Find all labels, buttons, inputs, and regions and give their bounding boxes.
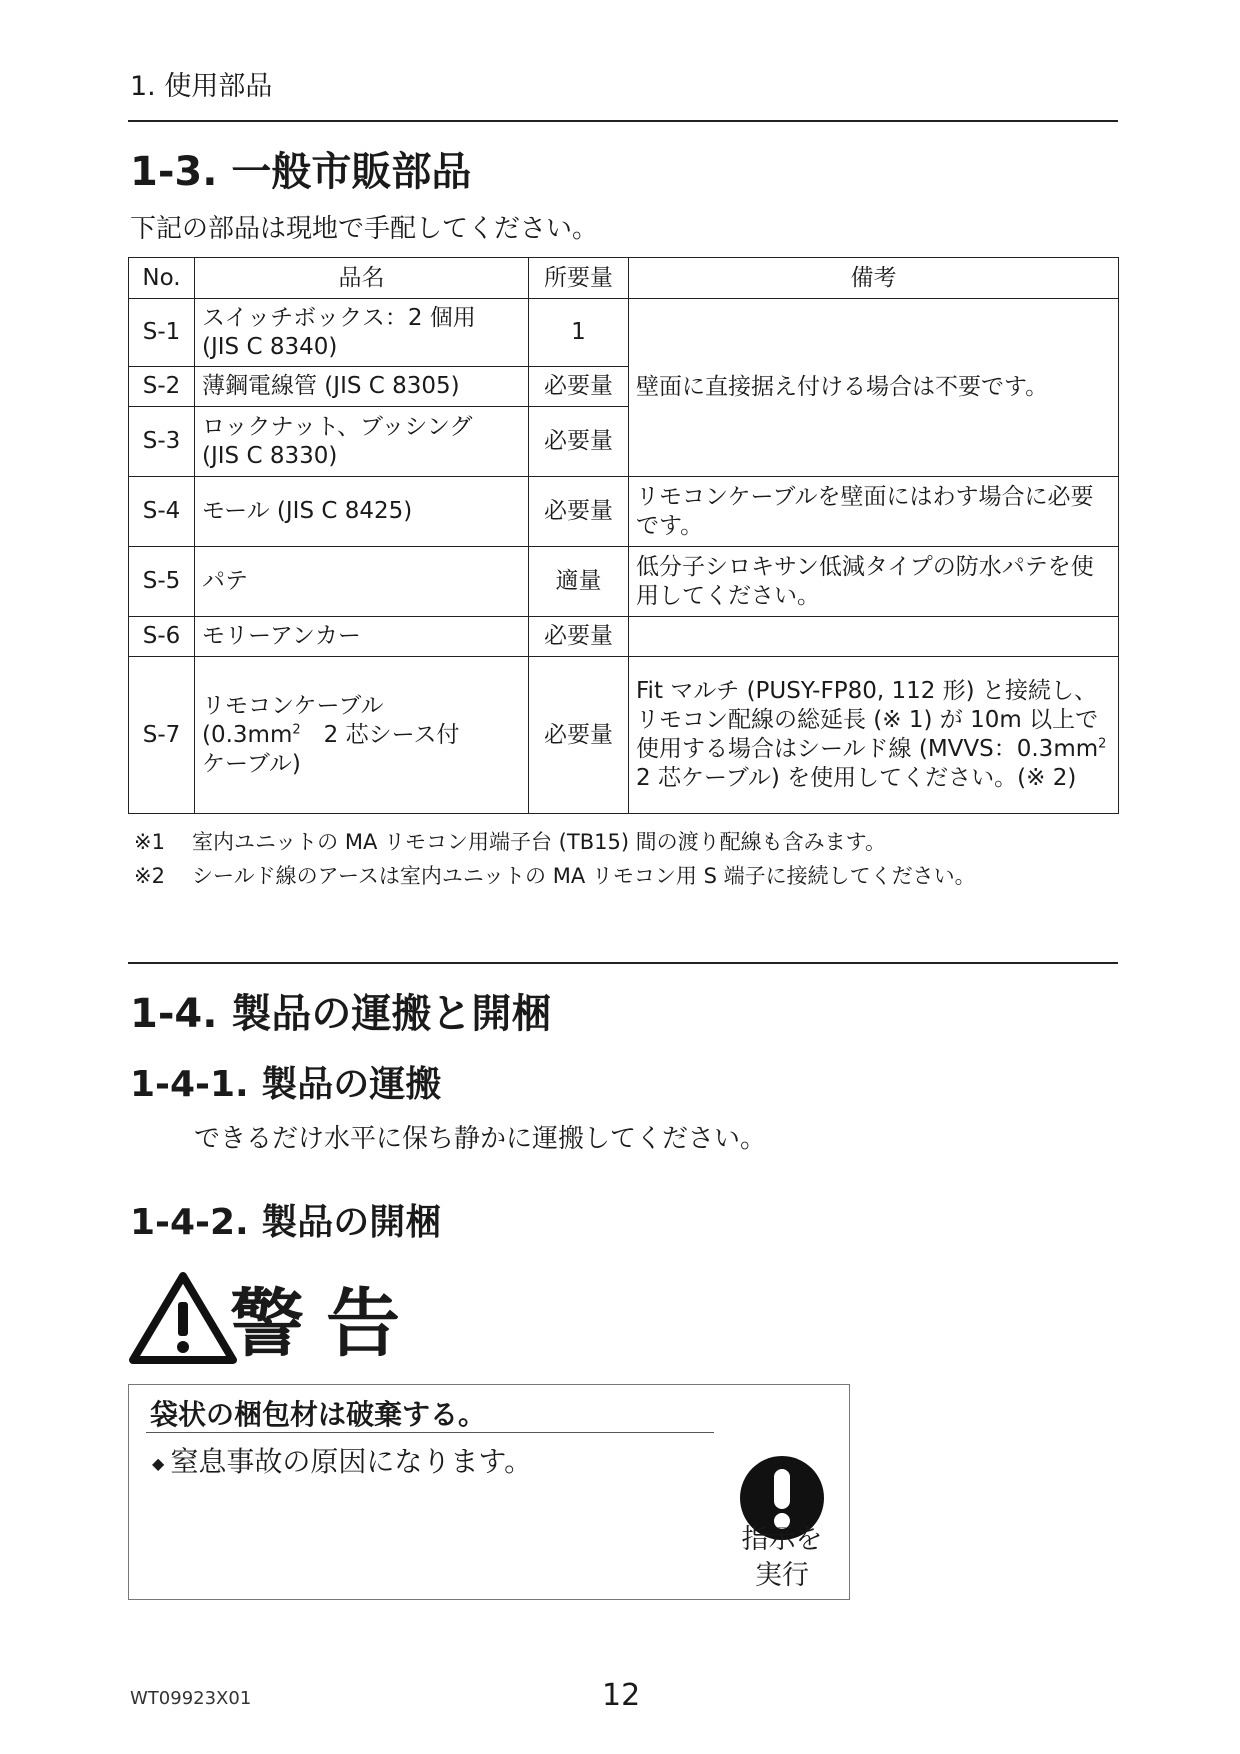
row-name-line: ケーブル) — [202, 750, 301, 777]
row-no: S-6 — [129, 617, 195, 657]
row-name — [195, 299, 529, 367]
bullet-icon: ◆ — [152, 1453, 165, 1473]
row-no: S-4 — [129, 477, 195, 547]
warning-triangle-icon — [128, 1270, 238, 1366]
row-name-part: (0.3mm — [202, 721, 293, 748]
footnote-2 — [134, 860, 976, 890]
row-name-line — [202, 721, 521, 750]
superscript: 2 — [292, 721, 301, 737]
row-name-line: ロックナット、ブッシング — [202, 413, 473, 440]
col-header-note: 備考 — [629, 258, 1119, 299]
document-code: WT09923X01 — [130, 1688, 252, 1709]
warning-heading: 袋状の梱包材は破棄する。 — [150, 1398, 487, 1431]
row-qty: 必要量 — [529, 617, 629, 657]
section-title-1-3: 1-3. 一般市販部品 — [130, 149, 472, 195]
warning-label: 警告 — [230, 1281, 422, 1367]
row-note-part: Fit マルチ (PUSY-FP80, 112 形) と接続し、リモコン配線の総延長 (※ 1) が 10m 以上で使用する場合はシールド線 (MVVS：0.3mm — [636, 678, 1099, 762]
row-qty: 必要量 — [529, 407, 629, 477]
warning-item — [152, 1440, 532, 1480]
header-divider — [128, 120, 1118, 122]
row-qty: 必要量 — [529, 657, 629, 814]
page-number: 12 — [602, 1678, 641, 1713]
footnote-mark: ※1 — [134, 830, 165, 854]
row-name-line: (JIS C 8340) — [202, 333, 338, 360]
row-no: S-5 — [129, 547, 195, 617]
row-no: S-7 — [129, 657, 195, 814]
col-header-no: No. — [129, 258, 195, 299]
row-name — [195, 657, 529, 814]
row-qty: 適量 — [529, 547, 629, 617]
section-breadcrumb: 1. 使用部品 — [130, 71, 273, 102]
table-row — [129, 477, 1119, 547]
row-name: パテ — [195, 547, 529, 617]
action-label-line: 実行 — [755, 1560, 809, 1591]
row-qty: 必要量 — [529, 477, 629, 547]
parts-table — [128, 257, 1130, 814]
row-no: S-2 — [129, 367, 195, 407]
row-name — [195, 407, 529, 477]
section-title-1-4: 1-4. 製品の運搬と開梱 — [130, 991, 552, 1037]
row-note: リモコンケーブルを壁面にはわす場合に必要です。 — [629, 477, 1119, 547]
footnote-text: 室内ユニットの MA リモコン用端子台 (TB15) 間の渡り配線も含みます。 — [192, 830, 887, 854]
warning-item-text: 窒息事故の原因になります。 — [170, 1445, 533, 1478]
row-name-line: スイッチボックス：2 個用 — [202, 304, 476, 331]
row-no: S-1 — [129, 299, 195, 367]
superscript: 2 — [1098, 736, 1107, 752]
row-no: S-3 — [129, 407, 195, 477]
row-note: 低分子シロキサン低減タイプの防水パテを使用してください。 — [629, 547, 1119, 617]
row-name-line: リモコンケーブル — [202, 692, 384, 719]
row-name: モール (JIS C 8425) — [195, 477, 529, 547]
table-row — [129, 657, 1119, 814]
table-row — [129, 617, 1119, 657]
table-row — [129, 299, 1119, 367]
row-name-part: 2 芯シース付 — [300, 721, 460, 748]
row-name: モリーアンカー — [195, 617, 529, 657]
action-label-line: 指示を — [741, 1524, 823, 1555]
subsection-title-1-4-1: 1-4-1. 製品の運搬 — [130, 1064, 442, 1105]
row-note — [629, 617, 1119, 657]
table-row — [129, 547, 1119, 617]
table-header-row — [129, 258, 1119, 299]
row-note-merged: 壁面に直接据え付ける場合は不要です。 — [629, 299, 1119, 477]
row-note-part: 2 芯ケーブル) を使用してください。(※ 2) — [636, 736, 1130, 791]
warning-heading-underline — [146, 1432, 714, 1433]
col-header-name: 品名 — [195, 258, 529, 299]
row-note — [629, 657, 1130, 814]
section-divider — [128, 962, 1118, 964]
col-header-qty: 所要量 — [529, 258, 629, 299]
section-intro: 下記の部品は現地で手配してください。 — [130, 214, 599, 244]
subsection-text: できるだけ水平に保ち静かに運搬してください。 — [194, 1124, 767, 1154]
row-qty: 1 — [529, 299, 629, 367]
footnote-text: シールド線のアースは室内ユニットの MA リモコン用 S 端子に接続してください。 — [192, 864, 976, 888]
row-name: 薄鋼電線管 (JIS C 8305) — [195, 367, 529, 407]
footnote-1 — [134, 826, 886, 856]
footnote-mark: ※2 — [134, 864, 165, 888]
action-label — [730, 1522, 834, 1594]
subsection-title-1-4-2: 1-4-2. 製品の開梱 — [130, 1202, 442, 1243]
row-name-line: (JIS C 8330) — [202, 442, 338, 469]
row-qty: 必要量 — [529, 367, 629, 407]
